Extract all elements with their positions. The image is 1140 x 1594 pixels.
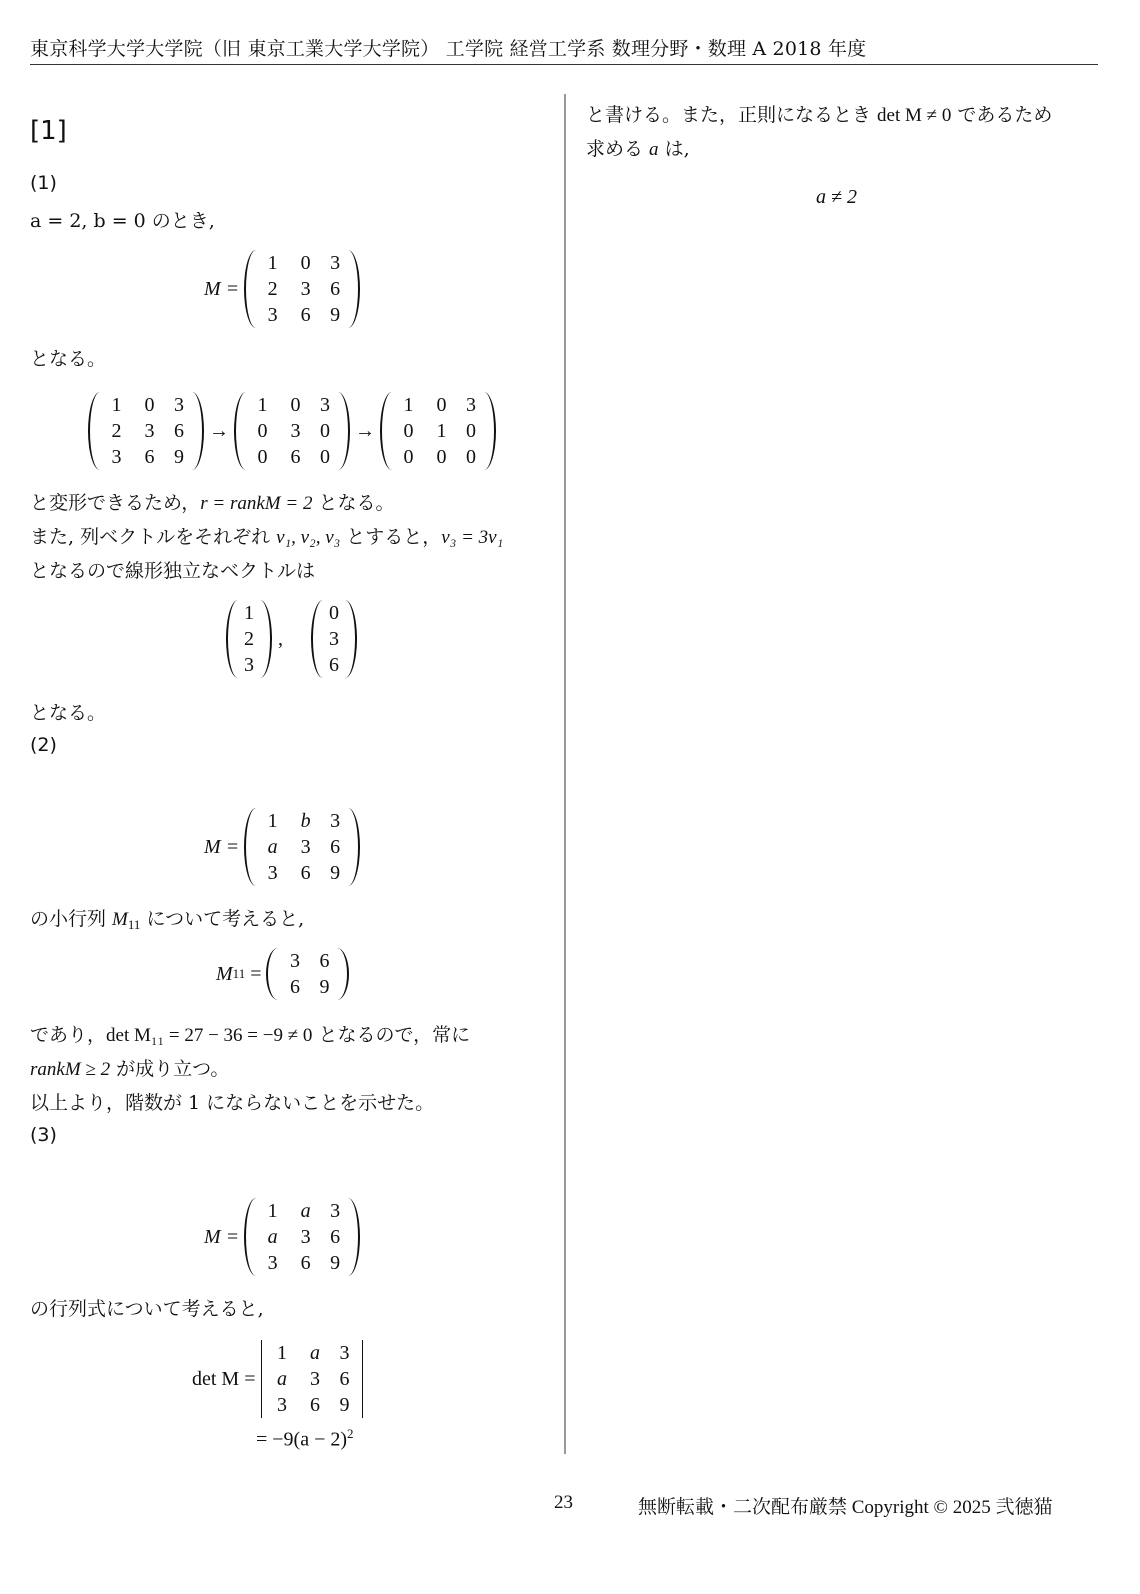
vector-2 — [311, 600, 357, 678]
matrix-cell: 2 — [267, 278, 278, 300]
right-line-2: 求める a は, — [586, 138, 690, 160]
matrix-cell: 1 — [267, 810, 278, 832]
matrix-cell: 1 — [244, 602, 254, 624]
matrix-cell: 9 — [319, 976, 330, 998]
column-divider — [564, 94, 566, 1454]
matrix-cell: 3 — [277, 1394, 287, 1416]
matrix-cell: 0 — [144, 394, 155, 416]
matrix-cell: 0 — [403, 420, 414, 442]
matrix-cell: 6 — [329, 654, 339, 676]
matrix-cell: 6 — [290, 446, 301, 468]
matrix-cell: 3 — [289, 950, 300, 972]
matrix-cell: 0 — [436, 394, 447, 416]
matrix-cell: 0 — [257, 446, 268, 468]
matrix-cell: a — [267, 836, 278, 858]
matrix-cell: 3 — [329, 628, 339, 650]
part2-label: (2) — [30, 734, 57, 756]
header-rule — [30, 64, 1098, 65]
matrix-cell: 3 — [267, 862, 278, 884]
part3-matrix-equation: M = 1 a 3 a 3 6 3 6 9 — [204, 1198, 360, 1276]
matrix-cell: 6 — [330, 1226, 341, 1248]
matrix-cell: 6 — [289, 976, 300, 998]
matrix-cell: 3 — [310, 1368, 320, 1390]
matrix-cell: 9 — [330, 862, 341, 884]
matrix-cell: a — [300, 1200, 311, 1222]
det-intro: の行列式について考えると, — [30, 1298, 264, 1320]
rank-bound-statement: rankM ≥ 2 が成り立つ。 — [30, 1058, 230, 1080]
matrix-cell: 6 — [300, 304, 311, 326]
matrix-label: M = — [204, 277, 240, 300]
matrix-M11 — [266, 948, 349, 1000]
matrix-cell: 2 — [244, 628, 254, 650]
right-line-1: と書ける。また，正則になるとき det M ≠ 0 であるため — [586, 104, 1053, 126]
matrix-M — [244, 1198, 360, 1276]
matrix-cell: 0 — [329, 602, 339, 624]
matrix-cell: 0 — [320, 420, 330, 442]
matrix-cell: 2 — [111, 420, 122, 442]
matrix-cell: 6 — [330, 836, 341, 858]
matrix-cell: 6 — [330, 278, 341, 300]
matrix-cell: 1 — [257, 394, 268, 416]
matrix-cell: 0 — [466, 446, 476, 468]
matrix-cell: 3 — [300, 836, 311, 858]
matrix-cell: 3 — [111, 446, 122, 468]
matrix-cell: 6 — [144, 446, 155, 468]
minor-statement: の小行列 $M_{11}$ について考えると, — [30, 908, 305, 932]
matrix-cell: 1 — [277, 1342, 287, 1364]
matrix-M — [244, 808, 360, 886]
arrow-icon: → — [355, 419, 375, 442]
matrix-cell: a — [277, 1368, 287, 1390]
matrix-cell: 3 — [144, 420, 155, 442]
matrix-cell: 6 — [174, 420, 184, 442]
matrix-cell: 3 — [300, 1226, 311, 1248]
page-number: 23 — [554, 1492, 573, 1513]
matrix-cell: 6 — [319, 950, 330, 972]
arrow-icon: → — [209, 419, 229, 442]
matrix-cell: 3 — [174, 394, 184, 416]
matrix-cell: 3 — [466, 394, 476, 416]
independent-vectors: 1 2 3 , 0 3 6 — [226, 600, 357, 682]
matrix-cell: b — [300, 810, 311, 832]
matrix-cell: 3 — [330, 1200, 341, 1222]
matrix-cell: 0 — [320, 446, 330, 468]
matrix-cell: a — [267, 1226, 278, 1248]
matrix-cell: 3 — [300, 278, 311, 300]
matrix-cell: 3 — [290, 420, 301, 442]
problem-label: [1] — [30, 116, 67, 146]
matrix-cell: 9 — [330, 304, 341, 326]
matrix-cell: 3 — [267, 1252, 278, 1274]
part3-label: (3) — [30, 1124, 57, 1146]
matrix-cell: 1 — [267, 1200, 278, 1222]
matrix-cell: 1 — [111, 394, 122, 416]
matrix-cell: 1 — [403, 394, 414, 416]
document-header: 東京科学大学大学院（旧 東京工業大学大学院） 工学院 経営工学系 数理分野・数理 A 2018 年度 — [30, 38, 867, 60]
matrix-cell: 6 — [300, 1252, 311, 1274]
vector-1 — [226, 600, 272, 678]
matrix-cell: 3 — [330, 252, 341, 274]
matrix-cell: 3 — [339, 1342, 350, 1364]
column-vectors-statement: また, 列ベクトルをそれぞれ v₁, v₂, v₃ とすると，v₃ = 3v₁ — [30, 526, 504, 548]
matrix-cell: 3 — [267, 304, 278, 326]
matrix-cell: 9 — [174, 446, 184, 468]
final-answer: a ≠ 2 — [816, 186, 857, 208]
part1-after-matrix: となる。 — [30, 348, 107, 370]
part1-intro: a = 2, b = 0 のとき, — [30, 210, 215, 232]
part1-conclusion: となる。 — [30, 702, 107, 724]
matrix-cell: 9 — [330, 1252, 341, 1274]
matrix-cell: 6 — [310, 1394, 320, 1416]
matrix-cell: 0 — [403, 446, 414, 468]
matrix-cell: 9 — [339, 1394, 350, 1416]
part1-label: (1) — [30, 172, 57, 194]
matrix-cell: 0 — [300, 252, 311, 274]
matrix-cell: 3 — [244, 654, 254, 676]
part2-conclusion: 以上より，階数が 1 にならないことを示せた。 — [30, 1092, 435, 1114]
matrix-cell: 6 — [339, 1368, 350, 1390]
determinant-result: = $-9(a - 2)^2$ — [256, 1426, 354, 1451]
matrix-cell: 0 — [436, 446, 447, 468]
row-reduction — [88, 392, 496, 474]
matrix-cell: 1 — [436, 420, 447, 442]
part1-matrix-equation — [204, 250, 360, 328]
matrix-cell: 3 — [320, 394, 330, 416]
matrix-cell: 1 — [267, 252, 278, 274]
matrix-cell: 0 — [290, 394, 301, 416]
determinant-M — [261, 1340, 363, 1418]
reduction-step-3 — [380, 392, 496, 470]
copyright-notice: 無断転載・二次配布厳禁 Copyright © 2025 弐徳猫 — [638, 1497, 1053, 1518]
matrix-cell: 0 — [466, 420, 476, 442]
determinant-equation: det M = 1 a 3 a 3 6 3 6 9 — [192, 1340, 363, 1418]
minor-matrix-equation: M 11 = 3 6 6 9 — [216, 948, 349, 1000]
det-minor-statement: であり，det M₁₁ = 27 − 36 = −9 ≠ 0 となるので，常に — [30, 1024, 471, 1046]
reduction-step-1 — [88, 392, 204, 470]
rank-expression: r = rankM = 2 — [200, 493, 313, 514]
matrix-M — [244, 250, 360, 328]
matrix-cell: a — [310, 1342, 320, 1364]
rank-statement: と変形できるため，r = rankM = 2 となる。 — [30, 492, 395, 514]
reduction-step-2 — [234, 392, 350, 470]
matrix-cell: 0 — [257, 420, 268, 442]
matrix-cell: 3 — [330, 810, 341, 832]
independent-statement: となるので線形独立なベクトルは — [30, 560, 316, 582]
matrix-cell: 6 — [300, 862, 311, 884]
part2-matrix-equation: M = 1 b 3 a 3 6 3 6 9 — [204, 808, 360, 886]
